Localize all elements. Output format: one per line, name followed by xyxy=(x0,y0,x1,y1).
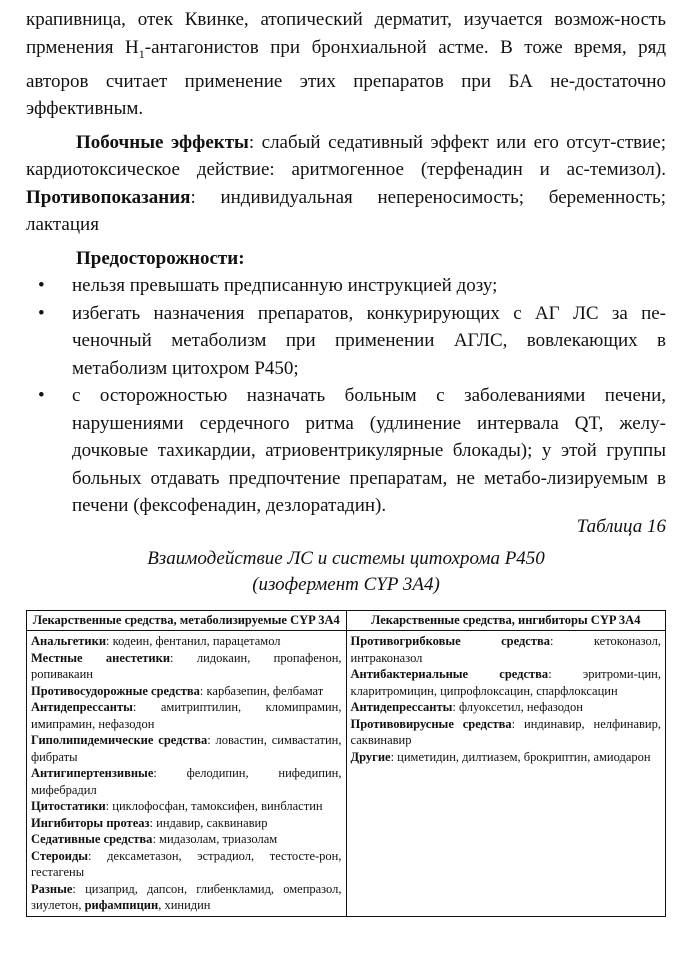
subscript: 1 xyxy=(138,46,145,61)
table-entry: Антибактериальные средства: эритроми-цин, кларитромицин, ципрофлоксацин, спарфлоксацин xyxy=(350,667,661,698)
paragraph-intro: крапивница, отек Квинке, атопический дерматит, изучается возмож-ность прменения $H_1$-антагонистов при бронхиальной астме. В тоже время, ряд авторов считает применение этих препаратов при БА не-достаточно эффективным. xyxy=(26,9,666,120)
header-metabolized: Лекарственные средства, метаболизируемые CYP 3A4 xyxy=(27,611,347,631)
table-caption: Взаимодействие ЛС и системы цитохрома P450 (изофермент CYP 3A4) xyxy=(147,548,545,595)
table-entry: Противосудорожные средства: карбазепин, фелбамат xyxy=(31,683,324,698)
table-entry: Анальгетики: кодеин, фентанил, парацетамол xyxy=(31,634,281,648)
bullet-icon: • xyxy=(38,385,45,407)
side-effects-label: Побочные эффекты xyxy=(76,131,249,153)
table-entry: Местные анестетики: лидокаин, пропафенон, ропивакаин xyxy=(31,650,342,681)
table-entry: Другие: циметидин, дилтиазем, брокриптин, амиодарон xyxy=(350,749,651,764)
table-entry: Стероиды: дексаметазон, эстрадиол, тестосте-рон, гестагены xyxy=(31,848,342,879)
bullet-icon: • xyxy=(38,275,45,297)
interaction-table xyxy=(26,610,666,917)
list-item: • избегать назначения препаратов, конкурирующих с АГ ЛС за пе-ченочный метаболизм при применении АГЛС, вовлекающих в метаболизм цитохром P450; xyxy=(26,300,666,383)
table-number: Таблица 16 xyxy=(576,516,666,537)
column-inhibitors xyxy=(346,631,666,917)
contraindications-label: Противопоказания xyxy=(26,186,191,208)
table-entry: Разные: цизаприд, дапсон, глибенкламид, омепразол, зиулетон, рифампицин, хинидин xyxy=(31,881,342,912)
document-page xyxy=(26,6,666,912)
table-header-row xyxy=(27,611,666,631)
table-entry: Антидепрессанты: флуоксетил, нефазодон xyxy=(350,700,583,714)
precautions-list xyxy=(26,272,666,520)
table-row xyxy=(27,631,666,917)
table-entry: Седативные средства: мидазолам, триазолам xyxy=(31,832,278,846)
table-entry: Противовирусные средства: индинавир, нелфинавир, саквинавир xyxy=(350,716,662,747)
precautions-heading: Предосторожности: xyxy=(76,247,245,269)
bullet-icon: • xyxy=(38,302,45,324)
table-entry: Цитостатики: циклофосфан, тамоксифен, винбластин xyxy=(31,799,323,813)
table-entry: Антидепрессанты: амитриптилин, кломипрамин, имипрамин, нефазодон xyxy=(31,700,342,731)
table-entry: Гиполипидемические средства: ловастин, симвастатин, фибраты xyxy=(31,733,342,764)
header-inhibitors: Лекарственные средства, ингибиторы CYP 3A4 xyxy=(346,611,666,631)
list-item: • нельзя превышать предписанную инструкцией дозу; xyxy=(26,272,666,300)
table-entry: Антигипертензивные: фелодипин, нифедипин, мифебрадил xyxy=(31,766,342,797)
table-entry: Противогрибковые средства: кетоконазол, интраконазол xyxy=(350,634,661,665)
table-entry: Ингибиторы протеаз: индавир, саквинавир xyxy=(31,815,268,830)
list-item: • с осторожностью назначать больным с заболеваниями печени, нарушениями сердечного ритма (удлинение интервала QT, желу-дочковые тахикардии, атриовентрикулярные блокады); у этой группы больных отдавать предпочтение препаратам, не метабо-лизируемым в печени (фексофенадин, дезлоратадин). xyxy=(26,382,666,520)
column-metabolized xyxy=(27,631,347,917)
paragraph-side-effects: Побочные эффекты: слабый седативный эффект или его отсут-ствие; кардиотоксическое действие: аритмогенное (терфенадин и ас-темизол). Противопоказания: индивидуальная непереносимость; беременность; лактация xyxy=(26,131,666,236)
